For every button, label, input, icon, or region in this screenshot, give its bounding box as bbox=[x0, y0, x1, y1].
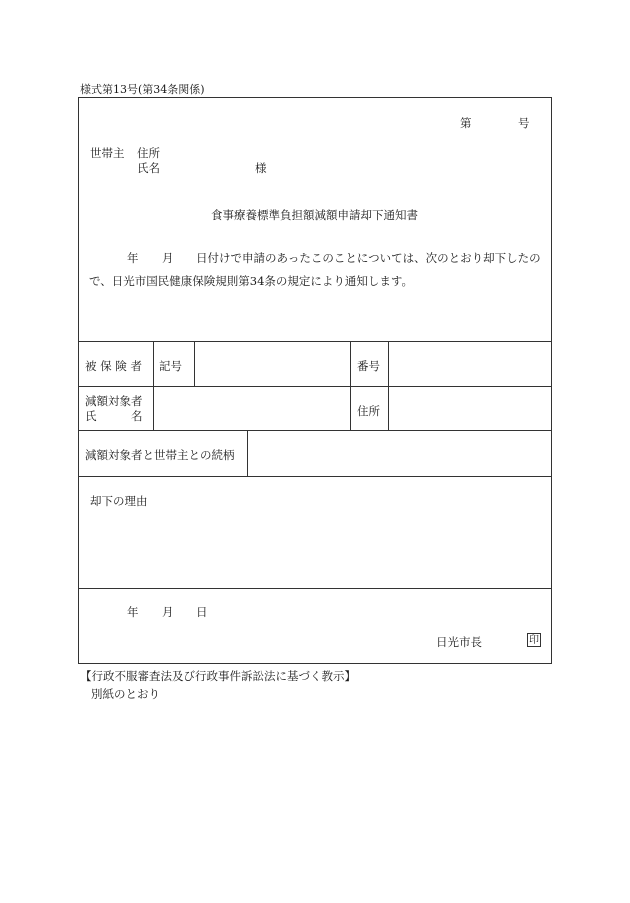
col-rule-address-left bbox=[350, 386, 351, 430]
col-rule-symbol bbox=[194, 341, 195, 386]
footer-month: 月 bbox=[162, 605, 174, 619]
subject-label-2: 氏 名 bbox=[85, 409, 143, 423]
row-rule-4 bbox=[78, 588, 552, 589]
address-label: 住所 bbox=[137, 146, 160, 160]
form-frame bbox=[78, 97, 552, 664]
row-rule-1 bbox=[78, 386, 552, 387]
household-head-label: 世帯主 bbox=[90, 146, 125, 160]
footer-day: 日 bbox=[196, 605, 208, 619]
footer-year: 年 bbox=[127, 605, 139, 619]
col-rule-subject bbox=[153, 386, 154, 430]
number-go: 号 bbox=[518, 116, 530, 130]
name-label: 氏名 bbox=[137, 161, 160, 175]
notice-heading: 【行政不服審査法及び行政事件訴訟法に基づく教示】 bbox=[80, 669, 356, 683]
subject-label-1: 減額対象者 bbox=[85, 394, 143, 408]
seal-icon: 印 bbox=[529, 635, 539, 646]
form-number-label: 様式第13号(第34条関係) bbox=[80, 83, 205, 96]
number-dai: 第 bbox=[460, 116, 472, 130]
row-rule-2 bbox=[78, 430, 552, 431]
col-rule-number-left bbox=[350, 341, 351, 386]
row-rule-3 bbox=[78, 476, 552, 477]
honorific-sama: 様 bbox=[255, 161, 267, 175]
body-line2: で、日光市国民健康保険規則第34条の規定により通知します。 bbox=[89, 274, 413, 288]
notice-text: 別紙のとおり bbox=[91, 687, 160, 701]
mayor-label: 日光市長 bbox=[436, 635, 482, 649]
insured-number-label: 番号 bbox=[357, 359, 380, 373]
symbol-label: 記号 bbox=[159, 359, 182, 373]
col-rule-insured bbox=[153, 341, 154, 386]
document-title: 食事療養標準負担額減額申請却下通知書 bbox=[211, 208, 418, 222]
col-rule-relation bbox=[247, 430, 248, 476]
body-year: 年 bbox=[127, 251, 139, 265]
body-line1: 日付けで申請のあったこのことについては、次のとおり却下したの bbox=[196, 251, 541, 265]
subject-address-label: 住所 bbox=[357, 404, 380, 418]
col-rule-address-right bbox=[388, 386, 389, 430]
body-month: 月 bbox=[162, 251, 174, 265]
table-top-rule bbox=[78, 341, 552, 342]
col-rule-number-right bbox=[388, 341, 389, 386]
insured-label: 被 保 険 者 bbox=[85, 359, 142, 373]
reason-label: 却下の理由 bbox=[90, 494, 148, 508]
relation-label: 減額対象者と世帯主との続柄 bbox=[85, 448, 235, 462]
